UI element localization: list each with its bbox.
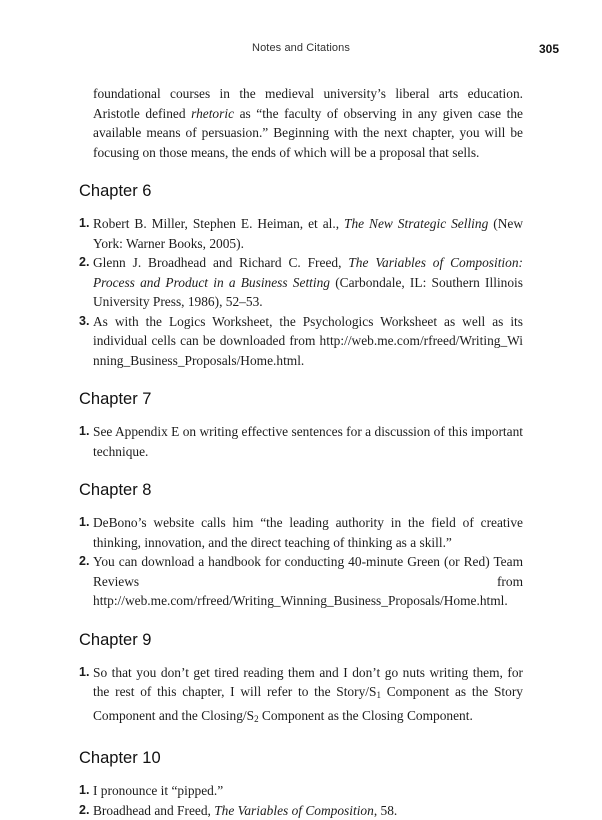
note-item (79, 663, 523, 730)
chapter-heading: Chapter 10 (79, 748, 523, 768)
intro-text: foundational courses in the medieval university’s liberal arts education. Aristotle defined (93, 86, 523, 121)
note-number: 3. (79, 312, 89, 332)
intro-text: as “the faculty of observing in any given case the available means of persuasion.” Beginning with the next chapter, you will be focusing on those means, the ends of which will be a proposal that sells. (93, 106, 523, 160)
note-book-title: The Variables of Composition (214, 803, 374, 818)
chapter-heading: Chapter 7 (79, 389, 523, 409)
chapter-heading: Chapter 8 (79, 480, 523, 500)
chapter-6-section (79, 181, 523, 370)
note-url: http://web.me.com/rfreed/Writing_Winning_Business_Proposals/Home.html. (93, 333, 523, 368)
note-text: , 58. (374, 803, 397, 818)
note-number: 1. (79, 513, 89, 533)
notes-list (79, 513, 523, 611)
chapter-7-section (79, 389, 523, 461)
intro-italic-term: rhetoric (191, 106, 234, 121)
note-number: 2. (79, 253, 89, 273)
note-book-title: The Variables of Composition: Process and Product in a Business Setting (93, 255, 523, 290)
note-number: 1. (79, 781, 89, 801)
subscript: 2 (254, 714, 259, 724)
chapter-8-section (79, 480, 523, 611)
note-item (79, 312, 523, 371)
note-number: 2. (79, 552, 89, 572)
note-item (79, 801, 523, 820)
note-text: Broadhead and Freed, (93, 803, 214, 818)
subscript: 1 (376, 690, 381, 700)
note-number: 1. (79, 663, 89, 683)
note-item (79, 781, 523, 801)
note-item (79, 552, 523, 611)
note-text: Robert B. Miller, Stephen E. Heiman, et al., (93, 216, 344, 231)
note-item (79, 513, 523, 552)
note-text: Glenn J. Broadhead and Richard C. Freed, (93, 255, 348, 270)
notes-list (79, 214, 523, 370)
note-text: You can download a handbook for conducting 40-minute Green (or Red) Team Reviews from http://web.me.com/rfreed/Writing_Winning_Business_Proposals/Home.html. (93, 554, 523, 608)
intro-paragraph (79, 84, 523, 162)
note-item (79, 253, 523, 312)
note-book-title: The New Strategic Selling (344, 216, 488, 231)
chapter-heading: Chapter 9 (79, 630, 523, 650)
chapter-10-section (79, 748, 523, 820)
note-number: 2. (79, 801, 89, 820)
note-text: So that you don’t get tired reading them and I don’t go nuts writing them, for the rest of this chapter, I will refer to the Story/S (93, 665, 523, 700)
note-text: See Appendix E on writing effective sentences for a discussion of this important technique. (93, 424, 523, 459)
chapter-heading: Chapter 6 (79, 181, 523, 201)
notes-list (79, 781, 523, 820)
note-number: 1. (79, 422, 89, 442)
notes-list (79, 422, 523, 461)
note-text: DeBono’s website calls him “the leading authority in the field of creative thinking, innovation, and the direct teaching of thinking as a skill.” (93, 515, 523, 550)
running-head (0, 42, 602, 58)
note-number: 1. (79, 214, 89, 234)
notes-list (79, 663, 523, 730)
running-title: Notes and Citations (0, 42, 602, 54)
note-item (79, 214, 523, 253)
note-text: I pronounce it “pipped.” (93, 783, 223, 798)
chapter-9-section (79, 630, 523, 730)
note-text: (New York: Warner Books, 2005). (93, 216, 523, 251)
page-body (79, 84, 523, 820)
note-text: Component as the Story Component and the Closing/S (93, 684, 523, 723)
note-item (79, 422, 523, 461)
note-text: Component as the Closing Component. (259, 708, 473, 723)
note-text: (Carbondale, IL: Southern Illinois University Press, 1986), 52–53. (93, 275, 523, 310)
note-text: As with the Logics Worksheet, the Psychologics Worksheet as well as its individual cells can be downloaded from (93, 314, 523, 349)
page-number: 305 (539, 42, 559, 56)
